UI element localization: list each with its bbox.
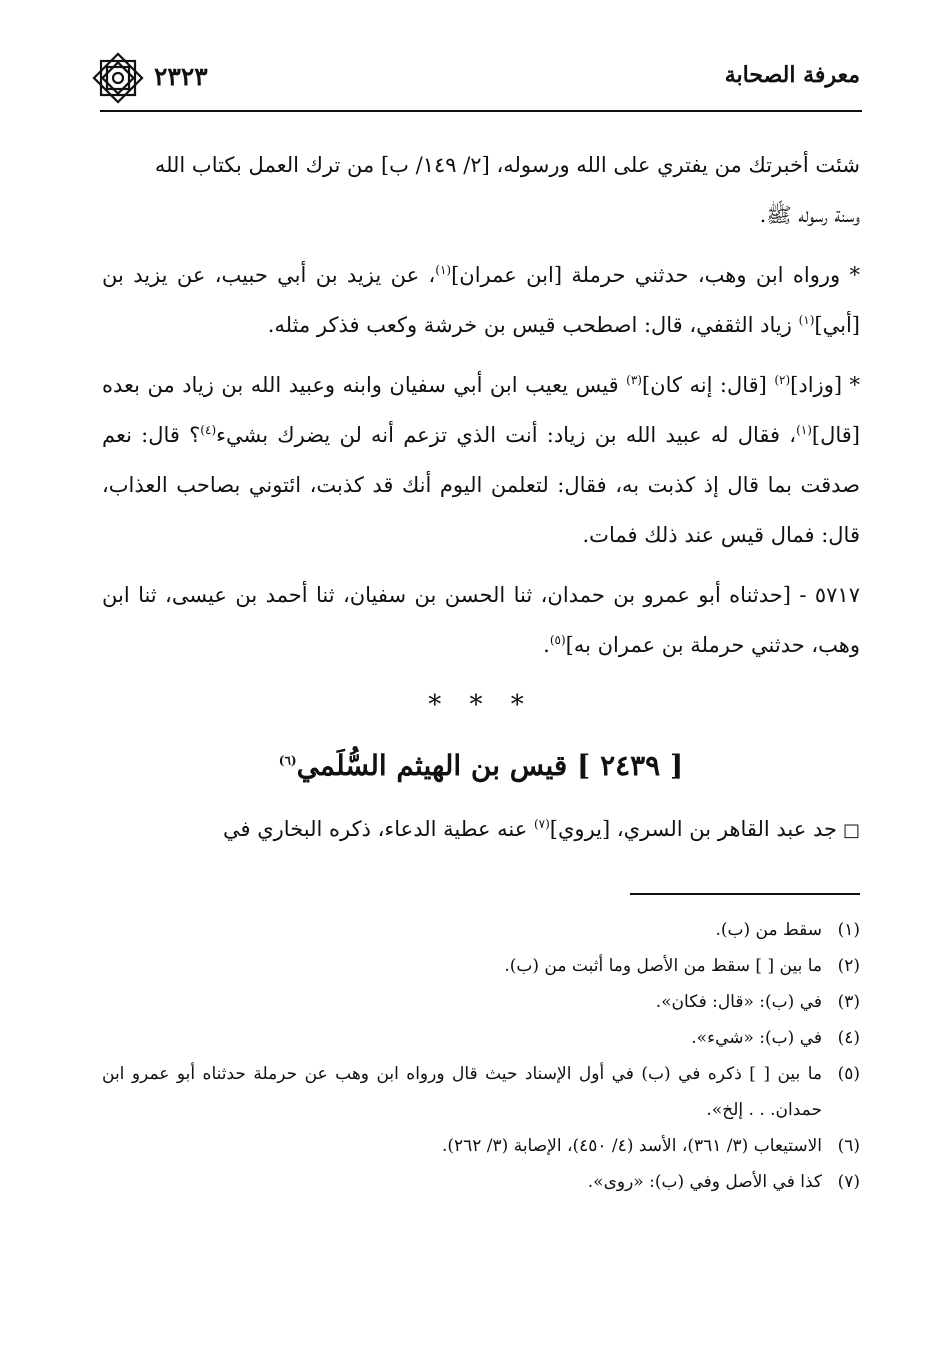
footnote-number: (٢) [837,956,860,976]
footnote-ref: (٧) [533,817,550,831]
footnote-item [102,1164,860,1200]
paragraph-4-text-b: . [543,633,550,657]
header-divider [100,110,862,112]
paragraph-3-text-e: ؟ قال: نعم صدقت بما قال إذ كذبت به، فقال: لتعلمن اليوم أنك قد كذبت، ائتوني بصاحب العذاب، قال: فمال قيس عند ذلك فمات. [102,423,860,547]
paragraph-5 [102,804,860,856]
footnote-item [102,912,860,948]
footnote-text: الاستيعاب (٣/ ٣٦١)، الأسد (٤/ ٤٥٠)، الإصابة (٣/ ٢٦٢). [441,1136,822,1156]
footnote-number: (٥) [837,1064,860,1084]
footnote-text: في (ب): «شيء». [691,1028,822,1048]
paragraph-2-text-c: زياد الثقفي، قال: اصطحب قيس بن خرشة وكعب فذكر مثله. [267,313,799,337]
footnote-ref: (١) [435,263,452,277]
entry-heading [102,736,860,796]
paragraph-3-text-c: قيس يعيب ابن أبي سفيان وابنه وعبيد الله بن زياد من بعده [قال] [102,373,860,447]
paragraph-3-text-a: * [وزاد] [790,373,861,397]
footnote-item [102,984,860,1020]
box-marker-icon: □ [842,820,860,841]
footnote-ref: (٤) [200,423,217,437]
footnote-text: ما بين [ ] ذكره في (ب) في أول الإسناد حيث قال ورواه ابن وهب عن حرملة حدثناه أبو عمرو ابن حمدان. . . إلخ». [102,1064,822,1120]
paragraph-3-text-d: ، فقال له عبيد الله بن زياد: أنت الذي تزعم أنه لن يضرك بشيء [216,423,797,447]
footnotes [102,912,860,1200]
footnote-item [102,1128,860,1164]
paragraph-2-text-b: ، عن يزيد بن أبي حبيب، عن يزيد بن [أبي] [102,263,860,337]
footnote-divider [630,893,860,895]
footnote-text: ما بين [ ] سقط من الأصل وما أثبت من (ب). [504,956,822,976]
footnote-text: كذا في الأصل وفي (ب): «روى». [587,1172,822,1192]
section-separator: * * * [428,690,534,720]
paragraph-4-text-a: ٥٧١٧ - [حدثناه أبو عمرو بن حمدان، ثنا الحسن بن سفيان، ثنا أحمد بن عيسى، ثنا ابن وهب، حدثني حرملة بن عمران به] [102,583,860,657]
footnote-number: (٧) [837,1172,860,1192]
book-title: معرفة الصحابة [724,62,860,88]
main-text [102,140,860,866]
paragraph-1-line-2: وسنة رسوله ﷺ. [759,203,860,227]
footnote-number: (٣) [837,992,860,1012]
paragraph-3 [102,360,860,560]
footnote-number: (٦) [837,1136,860,1156]
paragraph-5-text-b: عنه عطية الدعاء، ذكره البخاري في [223,817,534,841]
page-header [88,48,860,108]
footnote-item [102,948,860,984]
footnote-ref: (٣) [626,373,642,387]
footnote-ref: (١) [798,313,815,327]
paragraph-4 [102,570,860,670]
footnote-text: في (ب): «قال: فكان». [655,992,822,1012]
paragraph-1 [102,140,860,240]
page-number: ٢٣٢٣ [154,62,208,91]
footnote-text: سقط من (ب). [715,920,822,940]
paragraph-2-text-a: * ورواه ابن وهب، حدثني حرملة [ابن عمران] [451,263,860,287]
footnote-number: (١) [837,920,860,940]
paragraph-5-text-a: جد عبد القاهر بن السري، [يروي] [549,817,837,841]
footnote-item [102,1020,860,1056]
paragraph-1-line-1: شئت أخبرتك من يفتري على الله ورسوله، [٢/ ١٤٩/ ب] من ترك العمل بكتاب الله [154,153,860,177]
paragraph-2 [102,250,860,350]
star-ornament-icon [88,48,148,108]
footnote-ref: (٦) [278,753,297,768]
footnote-ref: (٢) [774,373,791,387]
footnote-number: (٤) [837,1028,860,1048]
footnote-ref: (٥) [549,633,566,647]
entry-heading-text: [ ٢٤٣٩ ] قيس بن الهيثم السُّلَمي [296,749,684,782]
footnote-ref: (١) [796,423,812,437]
footnote-item [102,1056,860,1128]
paragraph-3-text-b: [قال: إنه كان] [641,373,775,397]
